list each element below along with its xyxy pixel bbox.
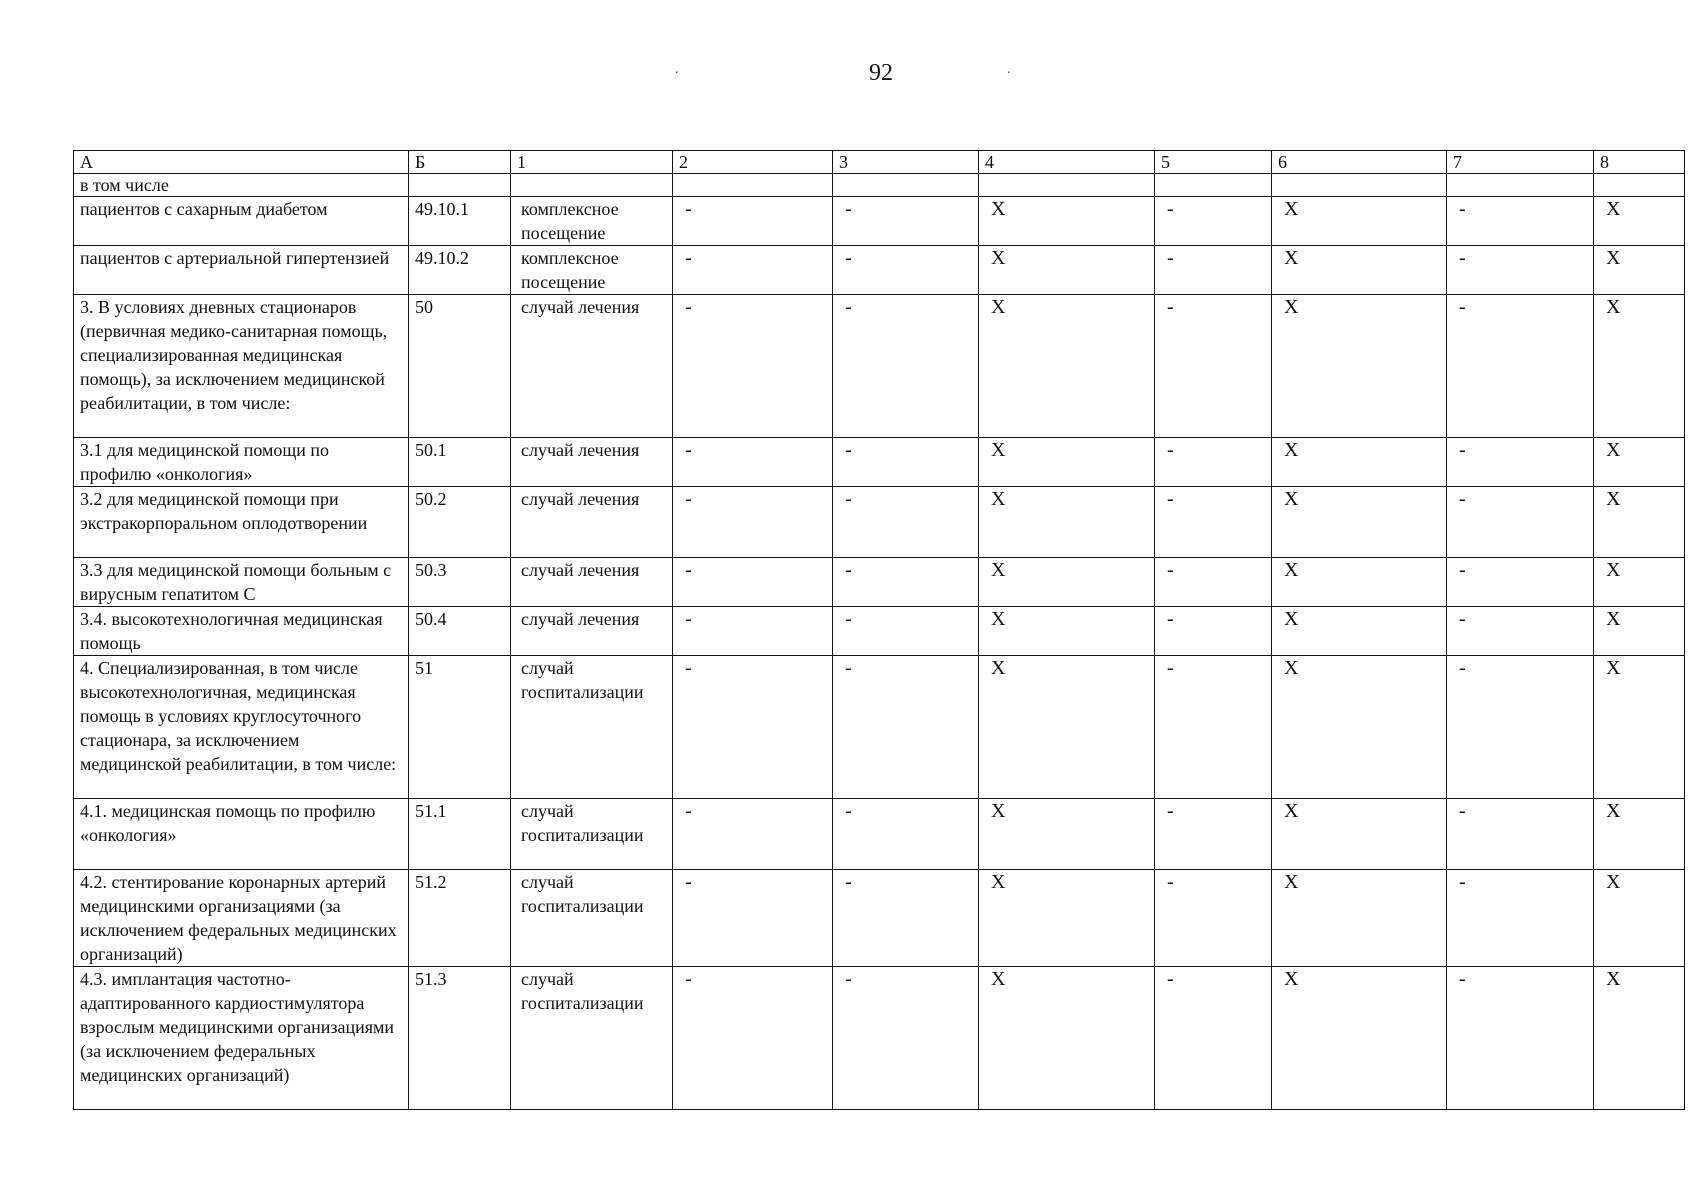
- value-cell: -: [1447, 558, 1594, 607]
- empty-cell: [1272, 174, 1447, 197]
- value-cell: -: [833, 197, 979, 246]
- empty-cell: [1155, 174, 1272, 197]
- row-label: 3.4. высокотехнологичная медицинская помощь: [74, 607, 409, 656]
- value-cell: Х: [1594, 438, 1685, 487]
- table-row: [74, 656, 1685, 799]
- value-cell: -: [673, 197, 833, 246]
- value-cell: -: [1447, 799, 1594, 870]
- value-cell: Х: [979, 656, 1155, 799]
- value-cell: -: [1447, 295, 1594, 438]
- table-row: [74, 607, 1685, 656]
- section-row: [74, 174, 1685, 197]
- empty-cell: [511, 174, 673, 197]
- empty-cell: [833, 174, 979, 197]
- value-cell: -: [1155, 197, 1272, 246]
- row-label: пациентов с сахарным диабетом: [74, 197, 409, 246]
- value-cell: Х: [1594, 967, 1685, 1110]
- column-header: 6: [1272, 151, 1447, 174]
- value-cell: -: [1155, 487, 1272, 558]
- value-cell: -: [673, 607, 833, 656]
- empty-cell: [979, 174, 1155, 197]
- value-cell: Х: [1594, 799, 1685, 870]
- row-code: 49.10.1: [409, 197, 511, 246]
- row-label: 3.1 для медицинской помощи по профилю «онкология»: [74, 438, 409, 487]
- value-cell: -: [1447, 656, 1594, 799]
- value-cell: Х: [1594, 870, 1685, 967]
- value-cell: Х: [1272, 799, 1447, 870]
- value-cell: -: [833, 870, 979, 967]
- table-row: [74, 558, 1685, 607]
- column-header: 7: [1447, 151, 1594, 174]
- row-code: 51: [409, 656, 511, 799]
- column-header: 5: [1155, 151, 1272, 174]
- row-code: 51.1: [409, 799, 511, 870]
- table-row: [74, 295, 1685, 438]
- value-cell: Х: [1594, 295, 1685, 438]
- value-cell: -: [1447, 246, 1594, 295]
- data-table: [73, 150, 1685, 1110]
- section-label: в том числе: [74, 174, 409, 197]
- row-code: 50.2: [409, 487, 511, 558]
- value-cell: Х: [1272, 487, 1447, 558]
- column-header: 3: [833, 151, 979, 174]
- empty-cell: [1447, 174, 1594, 197]
- unit-cell: случай госпитализации: [511, 967, 673, 1110]
- value-cell: Х: [1272, 246, 1447, 295]
- value-cell: -: [673, 246, 833, 295]
- column-header: 4: [979, 151, 1155, 174]
- unit-cell: случай лечения: [511, 607, 673, 656]
- row-code: 50.1: [409, 438, 511, 487]
- empty-cell: [673, 174, 833, 197]
- table-row: [74, 246, 1685, 295]
- value-cell: -: [1155, 558, 1272, 607]
- table-row: [74, 799, 1685, 870]
- value-cell: Х: [1594, 487, 1685, 558]
- value-cell: Х: [979, 967, 1155, 1110]
- column-header: 8: [1594, 151, 1685, 174]
- value-cell: -: [1447, 197, 1594, 246]
- empty-cell: [1594, 174, 1685, 197]
- value-cell: Х: [979, 246, 1155, 295]
- row-label: 4.2. стентирование коронарных артерий медицинскими организациями (за исключением федеральных медицинских организаций): [74, 870, 409, 967]
- row-code: 50.3: [409, 558, 511, 607]
- column-header: 2: [673, 151, 833, 174]
- row-code: 49.10.2: [409, 246, 511, 295]
- table-header-row: [74, 151, 1685, 174]
- value-cell: Х: [979, 438, 1155, 487]
- value-cell: Х: [1272, 870, 1447, 967]
- value-cell: Х: [979, 558, 1155, 607]
- value-cell: -: [673, 295, 833, 438]
- value-cell: -: [673, 558, 833, 607]
- value-cell: Х: [1594, 656, 1685, 799]
- scan-speck: .: [675, 62, 679, 77]
- value-cell: -: [833, 607, 979, 656]
- value-cell: -: [1447, 607, 1594, 656]
- row-label: 4. Специализированная, в том числе высокотехнологичная, медицинская помощь в условиях круглосуточного стационара, за исключением медицинской реабилитации, в том числе:: [74, 656, 409, 799]
- value-cell: Х: [979, 487, 1155, 558]
- value-cell: -: [673, 967, 833, 1110]
- unit-cell: случай лечения: [511, 438, 673, 487]
- value-cell: Х: [1272, 607, 1447, 656]
- value-cell: Х: [1272, 197, 1447, 246]
- value-cell: -: [673, 438, 833, 487]
- value-cell: -: [833, 487, 979, 558]
- value-cell: -: [833, 438, 979, 487]
- row-label: 3.3 для медицинской помощи больным с вирусным гепатитом С: [74, 558, 409, 607]
- table-row: [74, 197, 1685, 246]
- value-cell: -: [1155, 438, 1272, 487]
- row-code: 50.4: [409, 607, 511, 656]
- column-header: 1: [511, 151, 673, 174]
- value-cell: -: [673, 799, 833, 870]
- unit-cell: комплексное посещение: [511, 197, 673, 246]
- value-cell: Х: [979, 295, 1155, 438]
- value-cell: -: [1155, 799, 1272, 870]
- value-cell: Х: [979, 870, 1155, 967]
- table-row: [74, 870, 1685, 967]
- value-cell: Х: [1594, 607, 1685, 656]
- row-label: 4.3. имплантация частотно-адаптированного кардиостимулятора взрослым медицинскими организациями (за исключением федеральных медицинских организаций): [74, 967, 409, 1110]
- unit-cell: случай госпитализации: [511, 870, 673, 967]
- value-cell: -: [1447, 487, 1594, 558]
- row-label: 4.1. медицинская помощь по профилю «онкология»: [74, 799, 409, 870]
- value-cell: -: [1155, 246, 1272, 295]
- value-cell: Х: [1594, 197, 1685, 246]
- value-cell: -: [1447, 438, 1594, 487]
- value-cell: Х: [1272, 558, 1447, 607]
- unit-cell: случай лечения: [511, 487, 673, 558]
- column-header: А: [74, 151, 409, 174]
- value-cell: -: [673, 656, 833, 799]
- row-label: 3.2 для медицинской помощи при экстракорпоральном оплодотворении: [74, 487, 409, 558]
- value-cell: -: [1447, 870, 1594, 967]
- row-code: 51.3: [409, 967, 511, 1110]
- value-cell: -: [833, 295, 979, 438]
- empty-cell: [409, 174, 511, 197]
- value-cell: Х: [1272, 295, 1447, 438]
- value-cell: -: [1155, 607, 1272, 656]
- value-cell: -: [833, 799, 979, 870]
- value-cell: -: [833, 656, 979, 799]
- value-cell: -: [673, 487, 833, 558]
- value-cell: Х: [979, 799, 1155, 870]
- unit-cell: случай лечения: [511, 295, 673, 438]
- row-code: 50: [409, 295, 511, 438]
- value-cell: Х: [979, 197, 1155, 246]
- table-row: [74, 967, 1685, 1110]
- page-number: 92: [869, 60, 893, 86]
- value-cell: Х: [979, 607, 1155, 656]
- unit-cell: случай госпитализации: [511, 656, 673, 799]
- unit-cell: случай лечения: [511, 558, 673, 607]
- value-cell: -: [1155, 967, 1272, 1110]
- unit-cell: случай госпитализации: [511, 799, 673, 870]
- value-cell: Х: [1594, 558, 1685, 607]
- value-cell: -: [1155, 870, 1272, 967]
- value-cell: Х: [1272, 656, 1447, 799]
- scan-speck: .: [1007, 62, 1011, 77]
- value-cell: Х: [1272, 438, 1447, 487]
- row-label: пациентов с артериальной гипертензией: [74, 246, 409, 295]
- value-cell: -: [833, 246, 979, 295]
- table-row: [74, 487, 1685, 558]
- row-code: 51.2: [409, 870, 511, 967]
- column-header: Б: [409, 151, 511, 174]
- value-cell: -: [833, 558, 979, 607]
- value-cell: -: [1155, 295, 1272, 438]
- unit-cell: комплексное посещение: [511, 246, 673, 295]
- value-cell: -: [1447, 967, 1594, 1110]
- value-cell: Х: [1272, 967, 1447, 1110]
- row-label: 3. В условиях дневных стационаров (первичная медико-санитарная помощь, специализированная медицинская помощь), за исключением медицинской реабилитации, в том числе:: [74, 295, 409, 438]
- value-cell: -: [673, 870, 833, 967]
- table-row: [74, 438, 1685, 487]
- value-cell: -: [1155, 656, 1272, 799]
- value-cell: -: [833, 967, 979, 1110]
- value-cell: Х: [1594, 246, 1685, 295]
